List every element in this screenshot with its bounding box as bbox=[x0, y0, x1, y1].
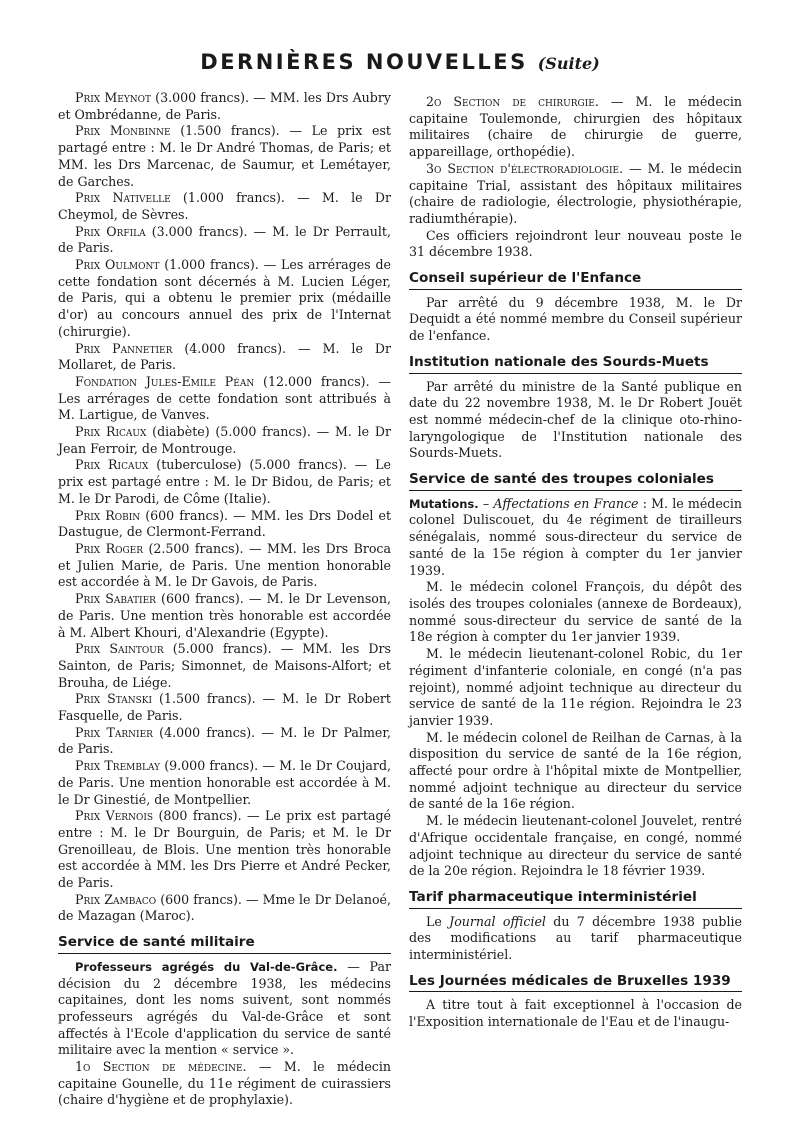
prize-item bbox=[58, 257, 391, 341]
prize-text: (12.000 francs). — Les arrérages de cette fondation sont attribués à M. Lartigue, de Vanves. bbox=[58, 373, 391, 423]
prize-item bbox=[58, 190, 391, 223]
prize-item bbox=[58, 641, 391, 691]
paragraph-professeurs-agreges bbox=[58, 959, 391, 1059]
paragraph-lead: 2o Section de chirurgie. bbox=[426, 94, 599, 109]
journal-officiel-title: Journal officiel bbox=[449, 913, 546, 929]
prize-name: Prix Pannetier bbox=[75, 340, 173, 356]
paragraph-jouvelet: M. le médecin lieutenant-colonel Jouvelet, rentré d'Afrique occidentale française, en congé, nommé adjoint technique au directeur du service de santé de la 20e région. Rejoindra le 18 février 1939. bbox=[409, 813, 742, 879]
prize-name: Prix Vernois bbox=[75, 808, 154, 824]
prize-text: (3.000 francs). — MM. les Drs Aubry et Ombrédanne, de Paris. bbox=[58, 90, 391, 122]
prize-text: (9.000 francs). — M. le Dr Coujard, de Paris. Une mention honorable est accordée à M. le Dr Ginestié, de Montpellier. bbox=[58, 758, 392, 807]
prize-name: Prix Stanski bbox=[75, 691, 153, 707]
prize-item bbox=[58, 591, 391, 641]
prize-name: Prix Roger bbox=[75, 540, 144, 556]
paragraph-text: — Par décision du 2 décembre 1938, les médecins capitaines, dont les noms suivent, sont nommés professeurs agrégés du Val-de-Grâce et sont affectés à l'Ecole d'application du service de santé militaire avec la mention « service ». bbox=[58, 958, 391, 1058]
section-title-tarif-pharmaceutique: Tarif pharmaceutique interministériel bbox=[409, 889, 742, 909]
prize-text: (1.000 francs). — Les arrérages de cette fondation sont décernés à M. Lucien Léger, de Paris, qui a obtenu le premier prix (médaille d'or) au concours annuel des prix de l'Internat (chirurgie). bbox=[58, 257, 391, 339]
paragraph-text: — M. le médecin capitaine Gounelle, du 11e régiment de cuirassiers (chaire d'hygiène et de prophylaxie). bbox=[58, 1059, 391, 1108]
paragraph-journees-bruxelles: A titre tout à fait exceptionnel à l'occasion de l'Exposition internationale de l'Eau et de l'inaugu- bbox=[409, 997, 742, 1030]
prize-name: Prix Meynot bbox=[75, 90, 152, 105]
prize-name: Prix Ricaux bbox=[75, 424, 147, 440]
prize-text: (2.500 francs). — MM. les Drs Broca et Julien Marie, de Paris. Une mention honorable est accordée à M. le Dr Gavois, de Paris. bbox=[58, 540, 391, 590]
paragraph-lead: Mutations. bbox=[409, 496, 479, 511]
paragraph-mutations: Mutations. – Affectations en France : M. le médecin colonel Duliscouet, du 4e régiment de tirailleurs sénégalais, nommé sous-directeur du service de santé de la 15e région à compter du 1er janvier 1939. bbox=[409, 495, 742, 578]
paragraph-officiers-rejoindront: Ces officiers rejoindront leur nouveau poste le 31 décembre 1938. bbox=[409, 227, 742, 260]
prize-list bbox=[58, 90, 391, 925]
prize-name: Prix Tarnier bbox=[75, 724, 153, 740]
paragraph-section-electroradiologie bbox=[409, 161, 742, 228]
prize-text: (diabète) (5.000 francs). — M. le Dr Jean Ferroir, de Montrouge. bbox=[58, 424, 392, 456]
section-title-journees-bruxelles: Les Journées médicales de Bruxelles 1939 bbox=[409, 973, 742, 993]
paragraph-robic: M. le médecin lieutenant-colonel Robic, du 1er régiment d'infanterie coloniale, en congé (n'a pas rejoint), nommé adjoint technique au directeur du service de santé de la 11e région. Rejoindra le 23 janvier 1939. bbox=[409, 646, 742, 728]
prize-name: Prix Nativelle bbox=[75, 190, 171, 206]
prize-item bbox=[58, 374, 391, 424]
paragraph-lead-italic: Affectations en France bbox=[493, 495, 639, 511]
section-title-sourds-muets: Institution nationale des Sourds-Muets bbox=[409, 354, 742, 374]
prize-item bbox=[58, 758, 391, 808]
prize-text: (1.500 francs). — M. le Dr Robert Fasquelle, de Paris. bbox=[58, 691, 391, 724]
prize-item bbox=[58, 457, 391, 507]
paragraph-lead: 1o Section de médecine. bbox=[75, 1059, 247, 1075]
paragraph-lead: 3o Section d'électroradiologie. bbox=[426, 160, 624, 176]
paragraph-text: Le bbox=[426, 913, 450, 929]
prize-item bbox=[58, 808, 391, 892]
prize-item bbox=[58, 224, 391, 257]
prize-item bbox=[58, 90, 391, 123]
prize-item bbox=[58, 341, 391, 374]
prize-name: Prix Tremblay bbox=[75, 758, 161, 774]
paragraph-section-medecine bbox=[58, 1059, 391, 1109]
page-title-suite: (Suite) bbox=[537, 54, 600, 73]
paragraph-colonel-francois: M. le médecin colonel François, du dépôt des isolés des troupes coloniales (annexe de Bordeaux), nommé sous-directeur du service de santé de la 18e région à compter du 1er janvier 1939. bbox=[409, 579, 742, 645]
prize-text: (600 francs). — M. le Dr Levenson, de Paris. Une mention très honorable est accordée à M. Albert Khouri, d'Alexandrie (Egypte). bbox=[58, 591, 391, 640]
paragraph-sourds-muets: Par arrêté du ministre de la Santé publique en date du 22 novembre 1938, M. le Dr Robert Jouët est nommé médecin-chef de la clinique oto-rhino-laryngologique de l'Institution nationale des Sourds-Muets. bbox=[409, 378, 742, 461]
prize-item bbox=[58, 424, 391, 457]
prize-text: (4.000 francs). — M. le Dr Palmer, de Paris. bbox=[58, 724, 391, 757]
paragraph-section-chirurgie bbox=[409, 94, 742, 161]
prize-text: (800 francs). — Le prix est partagé entre : M. le Dr Bourguin, de Paris; et M. le Dr Grenoilleau, de Blois. Une mention très honorable est accordée à MM. les Drs Pierre et André Pecker, de Paris. bbox=[58, 808, 391, 891]
prize-item bbox=[58, 508, 391, 541]
paragraph-reilhan: M. le médecin colonel de Reilhan de Carnas, à la disposition du service de santé de la 16e région, affecté pour ordre à l'hôpital mixte de Montpellier, nommé adjoint technique au directeur du service de santé de la 16e région. bbox=[409, 729, 742, 812]
prize-text: (1.500 francs). — Le prix est partagé entre : M. le Dr André Thomas, de Paris; et MM. les Drs Marcenac, de Saumur, et Lemétayer, de Garches. bbox=[58, 123, 391, 189]
right-column bbox=[409, 94, 742, 1031]
prize-text: (4.000 francs). — M. le Dr Mollaret, de Paris. bbox=[58, 340, 391, 373]
prize-text: (1.000 francs). — M. le Dr Cheymol, de Sèvres. bbox=[58, 190, 391, 222]
paragraph-text: — M. le médecin capitaine Toulemonde, chirurgien des hôpitaux militaires (chaire de chirurgie de guerre, appareillage, orthopédie). bbox=[409, 94, 743, 160]
prize-text: (3.000 francs). — M. le Dr Perrault, de Paris. bbox=[58, 223, 391, 256]
paragraph-text: — M. le médecin capitaine Trial, assistant des hôpitaux militaires (chaire de radiologie, électrologie, physiothérapie, radiumthérapie). bbox=[409, 160, 742, 226]
prize-name: Prix Ricaux bbox=[75, 457, 149, 473]
paragraph-text: : M. le médecin colonel Duliscouet, du 4e régiment de tirailleurs sénégalais, nommé sous-directeur du service de santé de la 15e région à compter du 1er janvier 1939. bbox=[409, 495, 742, 578]
prize-name: Prix Zambaco bbox=[75, 891, 157, 907]
prize-name: Prix Monbinne bbox=[75, 123, 171, 139]
page-header bbox=[0, 50, 800, 74]
prize-name: Prix Saintour bbox=[75, 641, 164, 657]
section-title-conseil-enfance: Conseil supérieur de l'Enfance bbox=[409, 270, 742, 290]
paragraph-conseil-enfance: Par arrêté du 9 décembre 1938, M. le Dr Dequidt a été nommé membre du Conseil supérieur de l'enfance. bbox=[409, 294, 742, 344]
prize-text: (600 francs). — MM. les Drs Dodel et Dastugue, de Clermont-Ferrand. bbox=[58, 507, 392, 540]
prize-name: Prix Oulmont bbox=[75, 257, 160, 273]
section-title-troupes-coloniales: Service de santé des troupes coloniales bbox=[409, 471, 742, 491]
prize-name: Prix Orfila bbox=[75, 223, 146, 239]
paragraph-lead: Professeurs agrégés du Val-de-Grâce. bbox=[75, 959, 338, 974]
prize-item bbox=[58, 725, 391, 758]
page-title: DERNIÈRES NOUVELLES bbox=[200, 50, 528, 74]
prize-item bbox=[58, 123, 391, 190]
prize-name: Prix Sabatier bbox=[75, 591, 156, 607]
prize-name: Prix Robin bbox=[75, 507, 141, 523]
prize-item bbox=[58, 892, 391, 925]
paragraph-text: du 7 décembre 1938 publie des modifications au tarif pharmaceutique interministériel. bbox=[409, 913, 743, 963]
prize-item bbox=[58, 541, 391, 591]
prize-text: (600 francs). — Mme le Dr Delanoé, de Mazagan (Maroc). bbox=[58, 891, 391, 924]
prize-item bbox=[58, 691, 391, 724]
section-title-service-sante-militaire: Service de santé militaire bbox=[58, 934, 391, 954]
prize-text: (5.000 francs). — MM. les Drs Sainton, de Paris; Simonnet, de Maisons-Alfort; et Brouha, de Liége. bbox=[58, 641, 391, 690]
prize-name: Fondation Jules-Emile Péan bbox=[75, 373, 255, 389]
paragraph-tarif-pharmaceutique bbox=[409, 914, 742, 964]
left-column bbox=[58, 90, 391, 1109]
prize-text: (tuberculose) (5.000 francs). — Le prix est partagé entre : M. le Dr Bidou, de Paris; et M. le Dr Parodi, de Côme (Italie). bbox=[58, 457, 391, 506]
